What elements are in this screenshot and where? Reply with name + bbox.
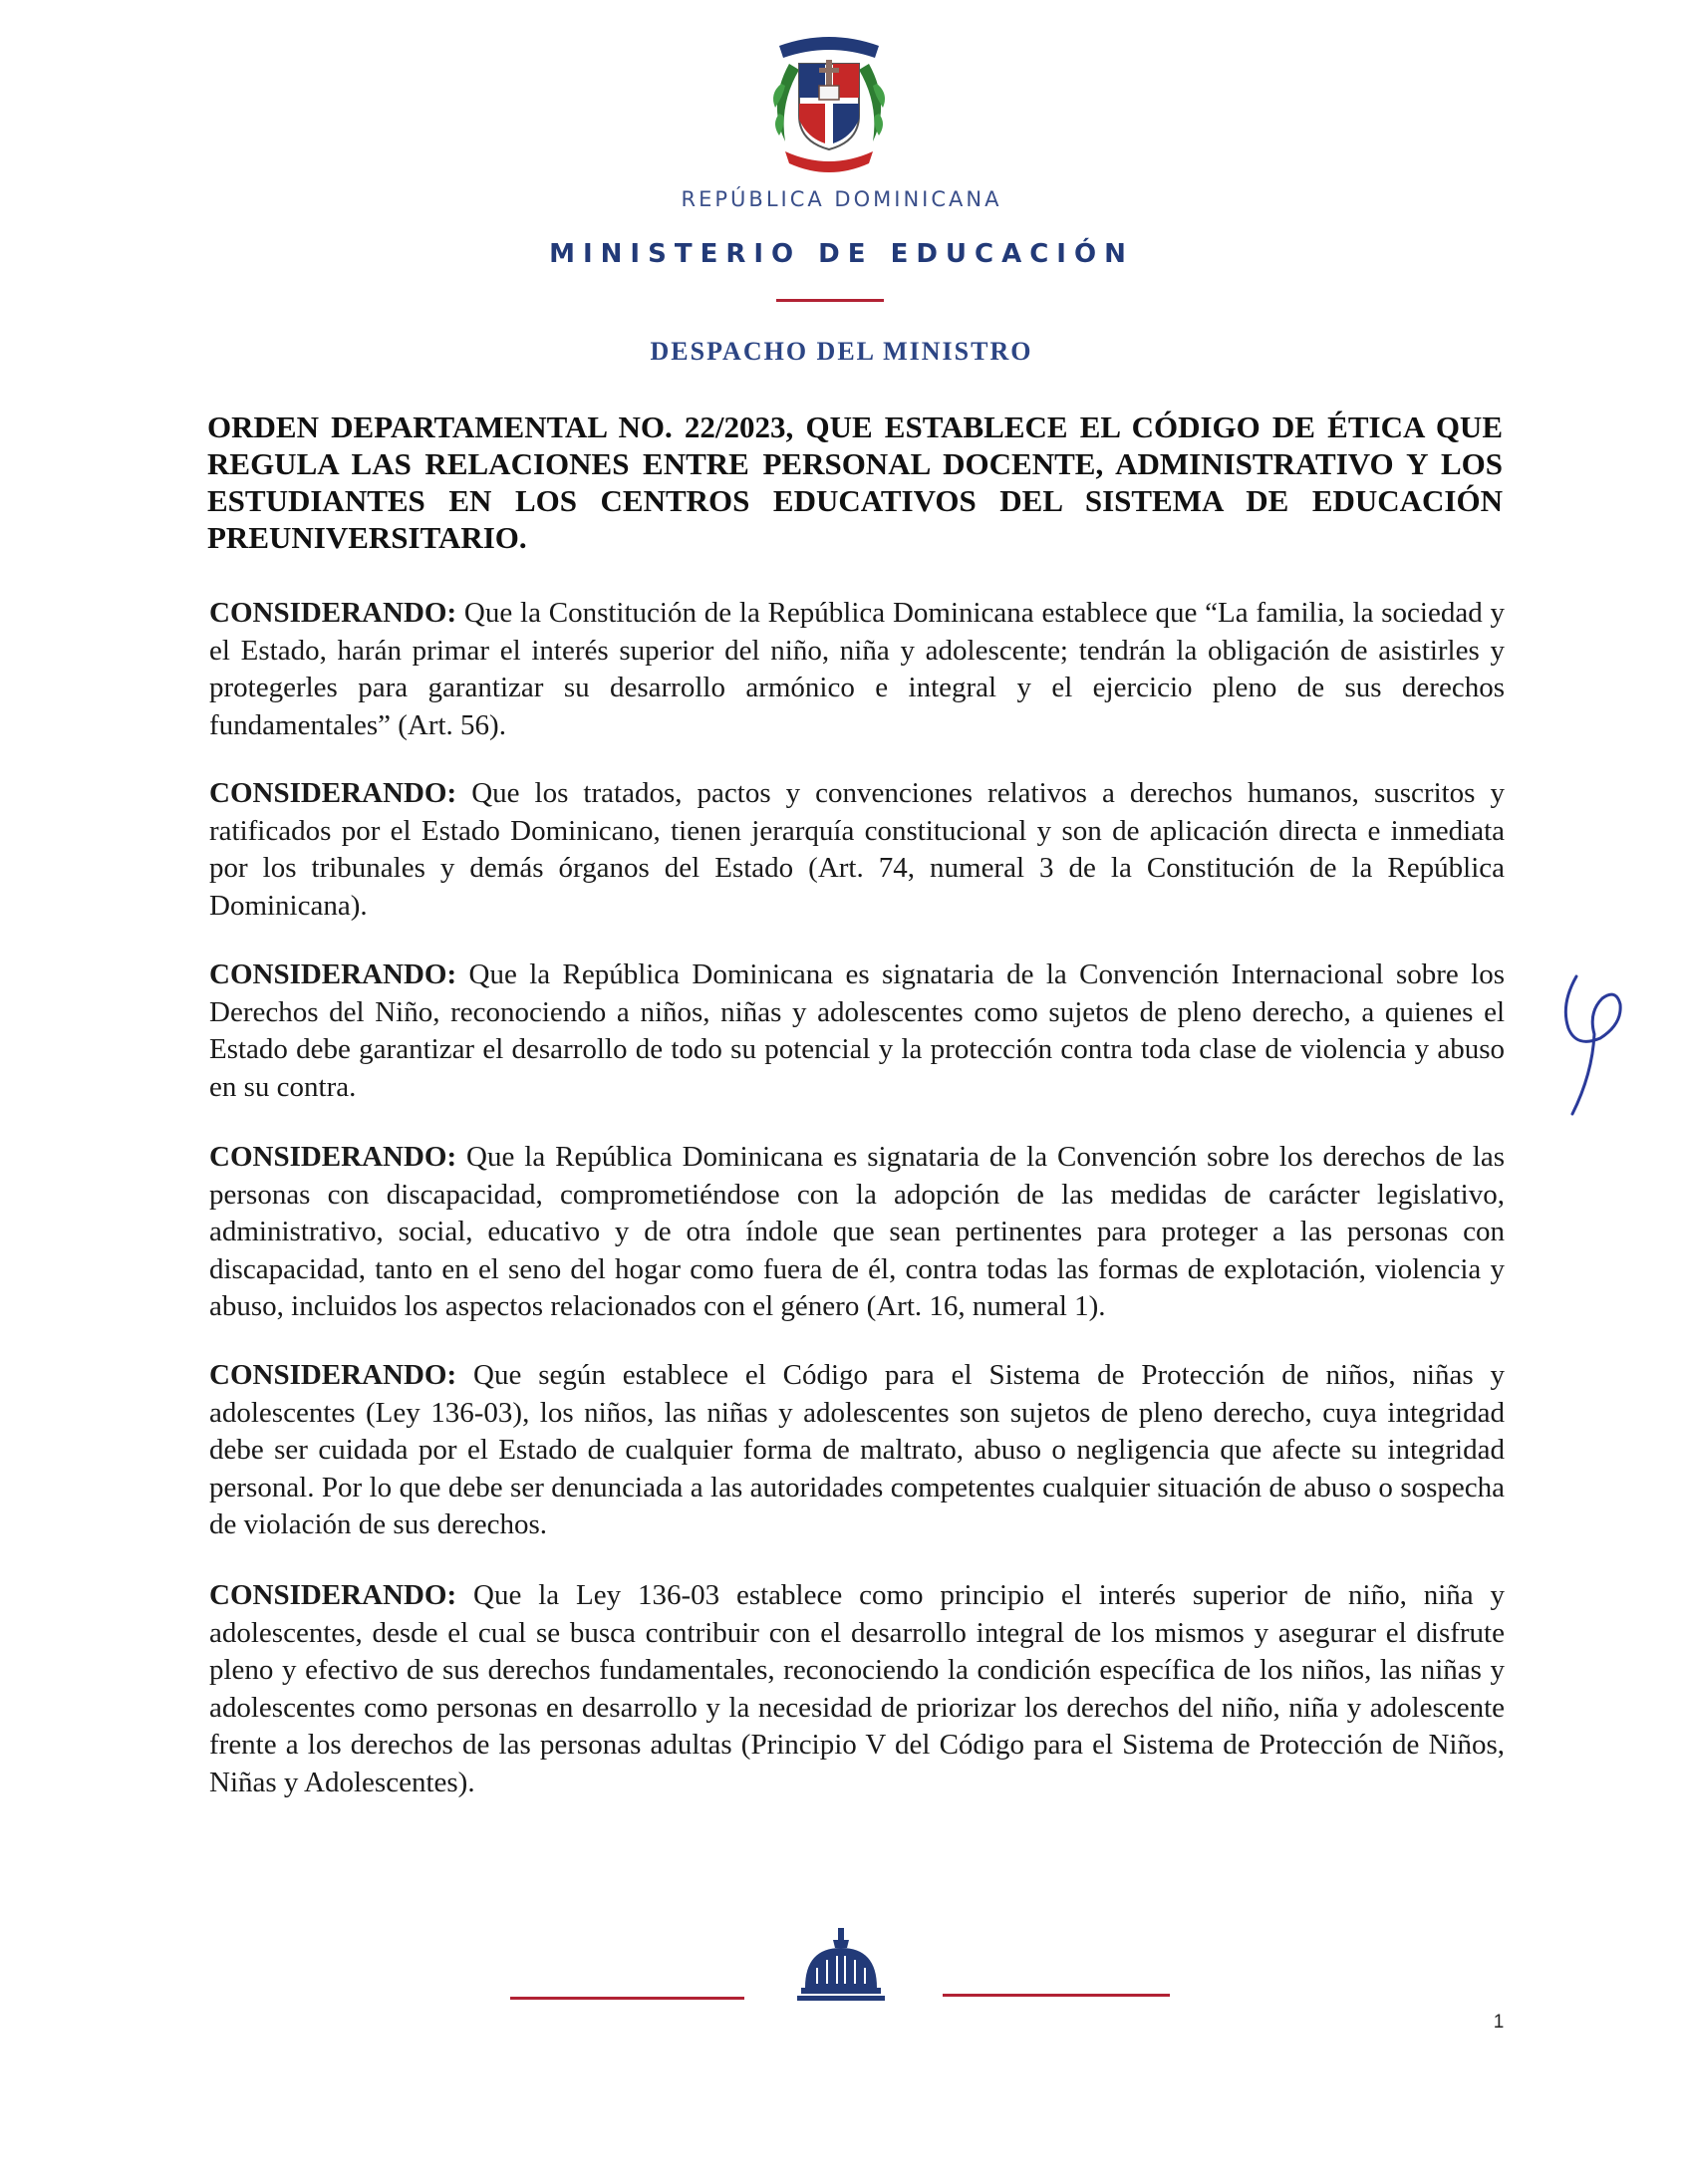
- document-title: ORDEN DEPARTAMENTAL NO. 22/2023, QUE ESTABLECE EL CÓDIGO DE ÉTICA QUE REGULA LAS RELACIONES ENTRE PERSONAL DOCENTE, ADMINISTRATIVO Y LOS ESTUDIANTES EN LOS CENTROS EDUCATIVOS DEL SISTEMA DE EDUCACIÓN PREUNIVERSITARIO.: [207, 410, 1503, 555]
- paragraph-text: Que la Constitución de la República Dominicana establece que “La familia, la sociedad y el Estado, harán primar el interés superior del niño, niña y adolescente; tendrán la obligación de asistirles y protegerles para garantizar su desarrollo armónico e integral y el ejercicio pleno de sus derechos fundamentales” (Art. 56).: [209, 597, 1505, 741]
- considerando-paragraph: [209, 956, 1505, 1106]
- considerando-paragraph: [209, 595, 1505, 744]
- paragraph-label: CONSIDERANDO:: [209, 777, 457, 809]
- considerando-paragraph: [209, 1357, 1505, 1544]
- paragraph-label: CONSIDERANDO:: [209, 1579, 457, 1611]
- handwritten-initial-icon: [1554, 964, 1634, 1124]
- paragraph-text: Que la República Dominicana es signataria de la Convención sobre los derechos de las personas con discapacidad, comprometiéndose con la adopción de las medidas de carácter legislativo, administrativo, social, educativo y de otra índole que sean pertinentes para proteger a las personas con discapacidad, tanto en el seno del hogar como fuera de él, contra todas las formas de explotación, violencia y abuso, incluidos los aspectos relacionados con el género (Art. 16, numeral 1).: [209, 1141, 1505, 1322]
- paragraph-text: Que la República Dominicana es signataria de la Convención Internacional sobre los Derechos del Niño, reconociendo a niños, niñas y adolescentes como sujetos de pleno derecho, a quienes el Estado debe garantizar el desarrollo de todo su potencial y la protección contra toda clase de violencia y abuso en su contra.: [209, 958, 1506, 1103]
- paragraph-label: CONSIDERANDO:: [209, 597, 457, 629]
- paragraph-label: CONSIDERANDO:: [209, 1141, 457, 1173]
- paragraph-label: CONSIDERANDO:: [209, 1359, 457, 1391]
- footer-divider-left: [510, 1997, 744, 2000]
- considerando-paragraph: [209, 1577, 1505, 1801]
- footer-divider-right: [943, 1994, 1170, 1997]
- header-divider: [776, 299, 884, 302]
- republic-name: REPÚBLICA DOMINICANA: [681, 187, 1002, 211]
- page-number: 1: [1493, 2012, 1505, 2033]
- dominican-coat-of-arms-icon: [749, 24, 909, 183]
- office-name: DESPACHO DEL MINISTRO: [650, 337, 1033, 366]
- considerando-paragraph: [209, 1139, 1505, 1326]
- paragraph-text: Que los tratados, pactos y convenciones relativos a derechos humanos, suscritos y ratificados por el Estado Dominicano, tienen jerarquía constitucional y son de aplicación directa e inmediata por los tribunales y demás órganos del Estado (Art. 74, numeral 3 de la Constitución de la República Dominicana).: [209, 777, 1506, 922]
- paragraph-text: Que la Ley 136-03 establece como principio el interés superior de niño, niña y adolescentes, desde el cual se busca contribuir con el desarrollo integral de los mismos y asegurar el disfrute pleno y efectivo de sus derechos fundamentales, reconociendo la condición específica de los niños, las niñas y adolescentes como personas en desarrollo y la necesidad de priorizar los derechos del niño, niña y adolescente frente a los derechos de las personas adultas (Principio V del Código para el Sistema de Protección de Niños, Niñas y Adolescentes).: [209, 1579, 1505, 1798]
- ministry-name: MINISTERIO DE EDUCACIÓN: [549, 239, 1134, 269]
- paragraph-label: CONSIDERANDO:: [209, 958, 457, 990]
- considerando-paragraph: [209, 775, 1505, 925]
- palace-dome-icon: [797, 1926, 885, 2006]
- paragraph-text: Que según establece el Código para el Sistema de Protección de niños, niñas y adolescentes (Ley 136-03), los niños, las niñas y adolescentes son sujetos de pleno derecho, cuya integridad debe ser cuidada por el Estado de cualquier forma de maltrato, abuso o negligencia que afecte su integridad personal. Por lo que debe ser denunciada a las autoridades competentes cualquier situación de abuso o sospecha de violación de sus derechos.: [209, 1359, 1506, 1540]
